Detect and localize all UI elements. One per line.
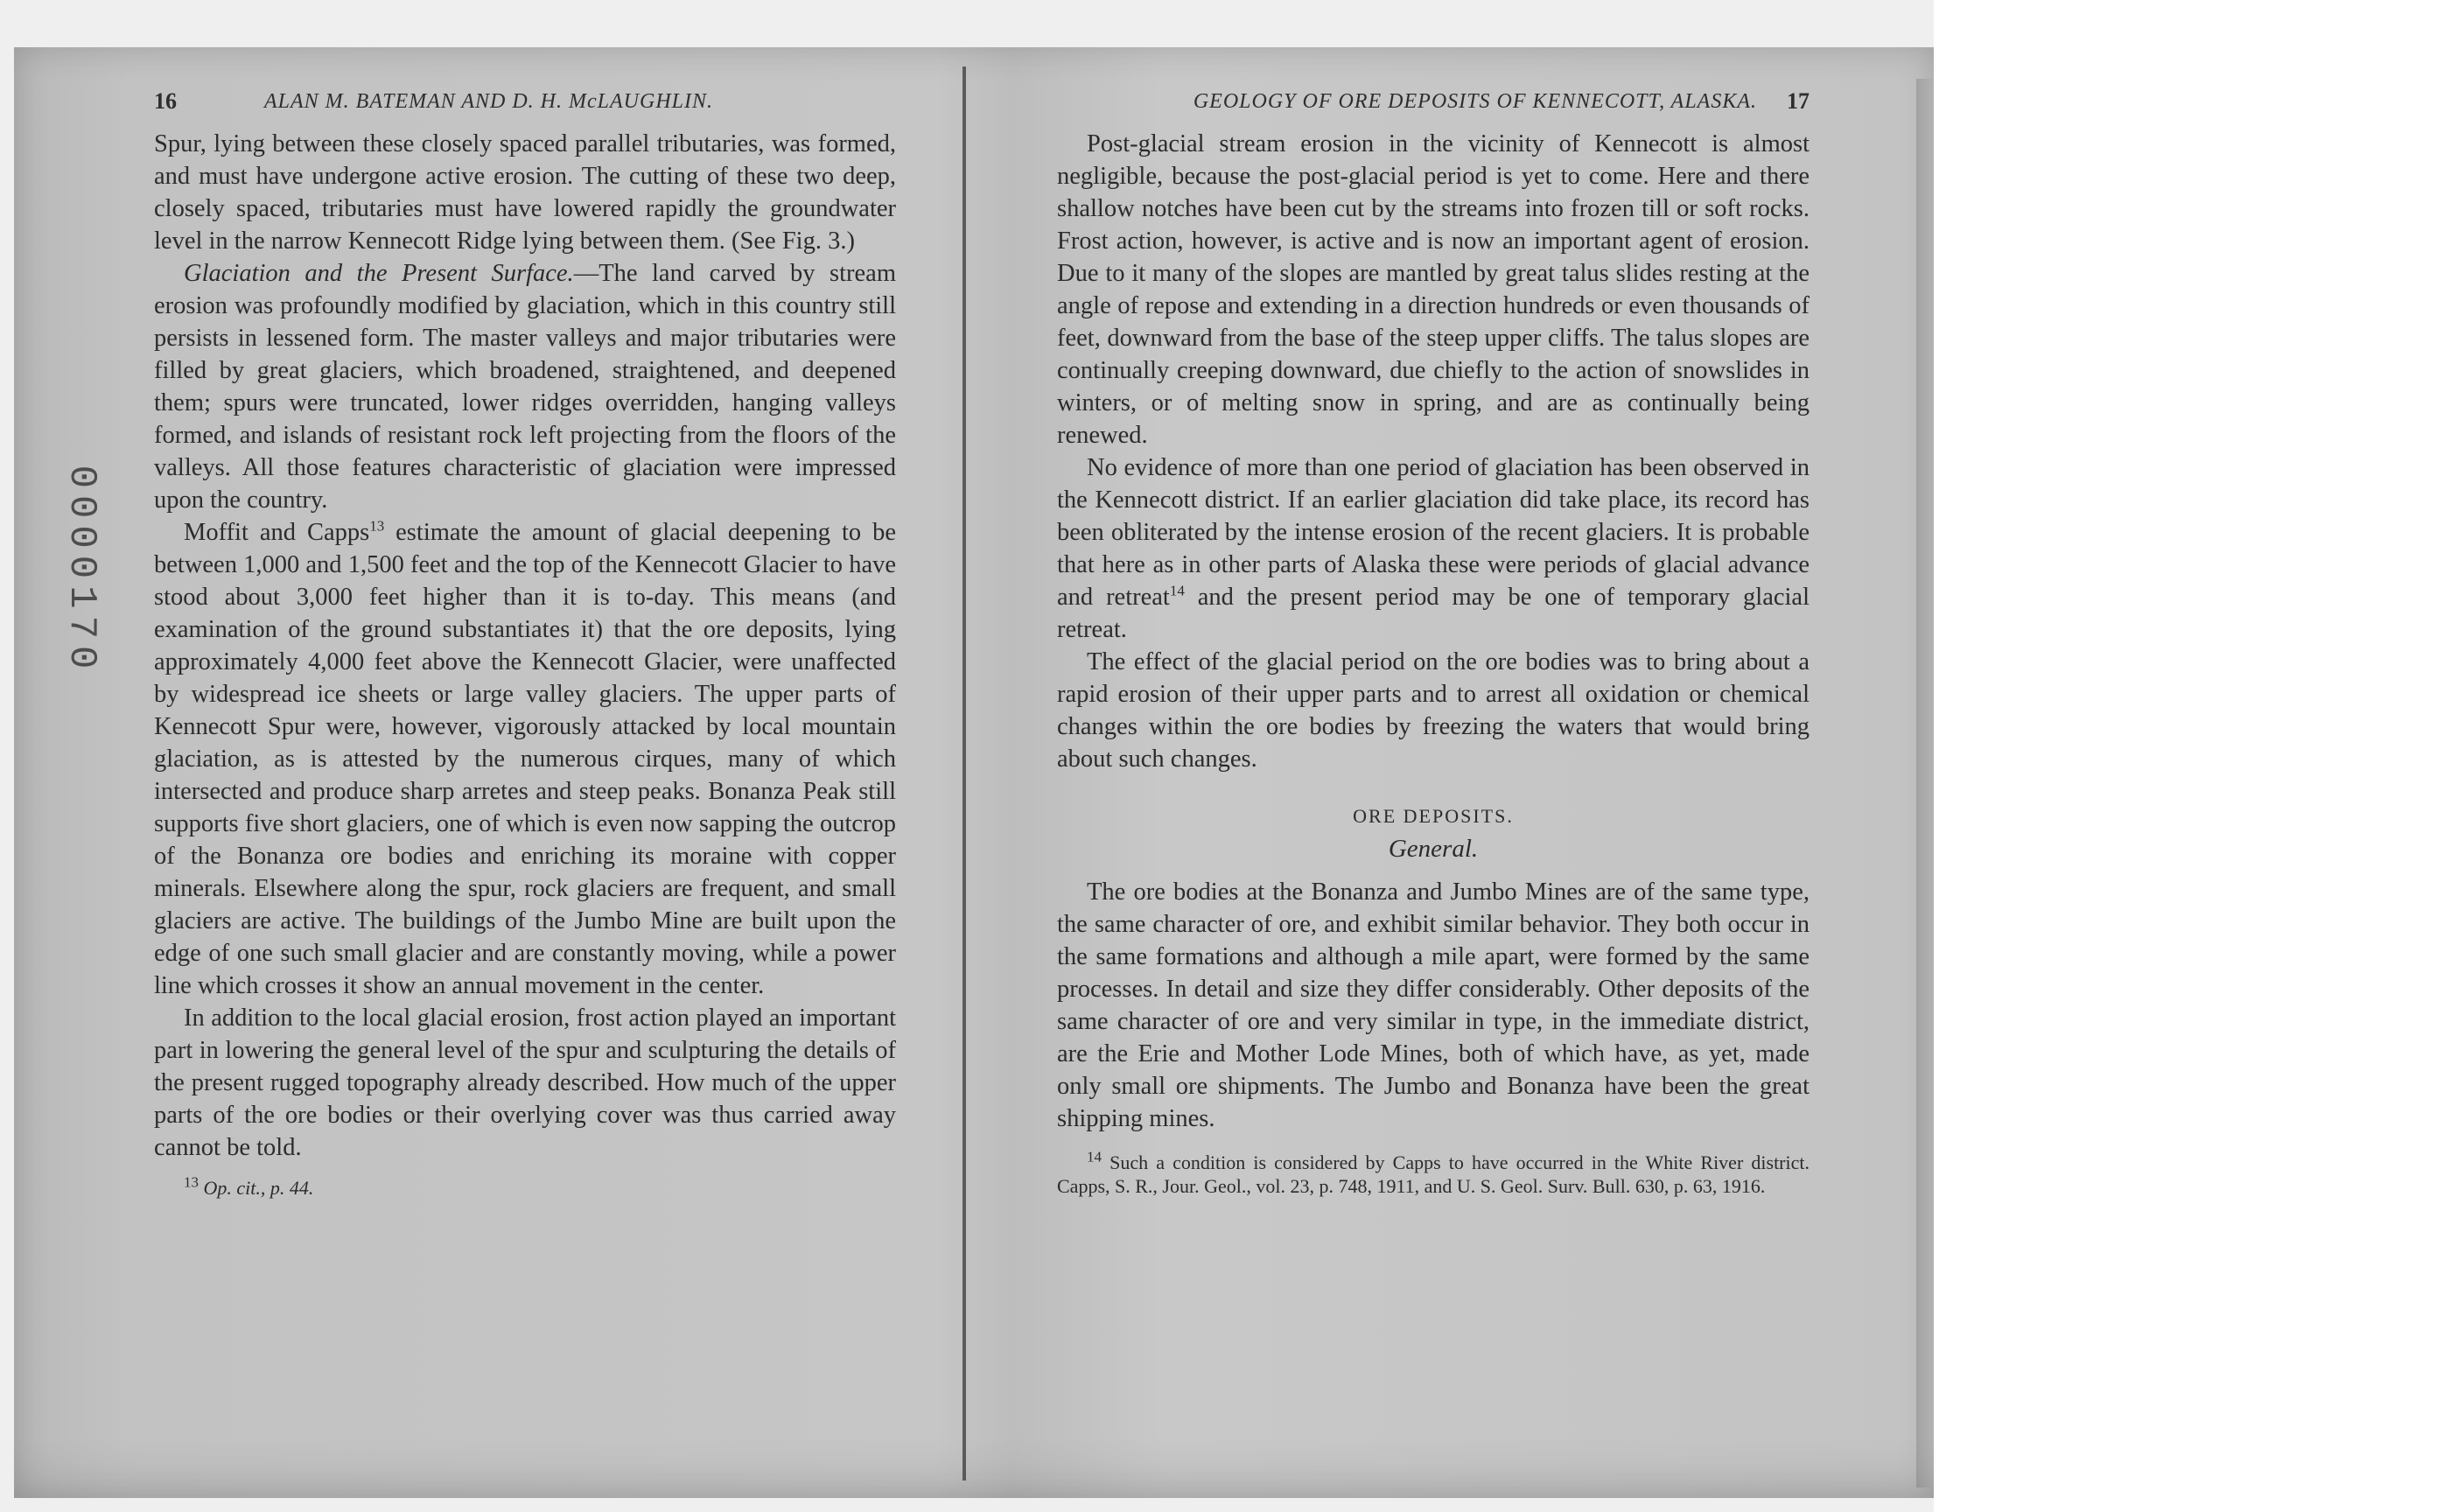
archive-stamp: [51, 448, 112, 693]
footnote-mark-14: 14: [1087, 1148, 1102, 1166]
left-running-title: ALAN M. BATEMAN AND D. H. McLAUGHLIN.: [264, 90, 713, 113]
right-footnote: [1057, 1148, 1810, 1198]
left-footnote-text: Op. cit., p. 44.: [199, 1177, 314, 1199]
left-footnote: [154, 1173, 896, 1200]
left-paragraph-1: Spur, lying between these closely spaced parallel tributaries, was formed, and must have undergone active erosion. The cutting of these two deep, closely spaced, tributaries must have lowered rapidly the groundwater level in the narrow Kennecott Ridge lying between them. (See Fig. 3.): [154, 130, 896, 255]
footnote-ref-14: 14: [1169, 582, 1185, 599]
section-subtitle: General.: [1388, 835, 1479, 863]
right-paragraph-3: The effect of the glacial period on the ore bodies was to bring about a rapid erosion of their upper parts and to arrest all oxidation or chemical changes within the ore bodies by freezing the waters that would bring about such changes.: [1057, 648, 1810, 773]
left-page: [154, 84, 896, 1200]
page-edge-shadow: [1916, 79, 1934, 1488]
right-paragraph-2-start: No evidence of more than one period of glaciation has been observed in the Kennecott district. If an earlier glaciation did take place, its record has been obliterated by the intense erosion of the recent glaciers. It is probable that here as in other parts of Alaska these were periods of glacial advance and retreat: [1057, 454, 1810, 611]
left-paragraph-3-body: estimate the amount of glacial deepening to be between 1,000 and 1,500 feet and the top of the Kennecott Glacier to have stood about 3,000 feet higher than it is to-day. This means (and examination of the ground substantiates it) that the ore deposits, lying approximately 4,000 feet above the Kennecott Glacier, were unaffected by widespread ice sheets or large valley glaciers. The upper parts of Kennecott Spur were, however, vigorously attacked by local mountain glaciation, as is attested by the numerous cirques, many of which intersected and produce sharp arretes and steep peaks. Bonanza Peak still supports five short glaciers, one of which is even now sapping the outcrop of the Bonanza ore bodies and enriching its moraine with copper minerals. Elsewhere along the spur, rock glaciers are frequent, and small glaciers are active. The buildings of the Jumbo Mine are built upon the edge of one such small glacier and are constantly moving, while a power line which crosses it show an annual movement in the center.: [154, 519, 896, 999]
right-running-head: [1057, 84, 1810, 119]
left-running-head: [154, 84, 896, 119]
left-page-number: 16: [154, 88, 177, 114]
left-paragraph-2: [154, 257, 896, 516]
right-running-title: GEOLOGY OF ORE DEPOSITS OF KENNECOTT, ALASKA.: [1193, 90, 1757, 113]
footnote-ref-13: 13: [369, 517, 385, 535]
right-paragraph-1: Post-glacial stream erosion in the vicinity of Kennecott is almost negligible, because the post-glacial period is yet to come. Here and there shallow notches have been cut by the streams into frozen till or soft rocks. Frost action, however, is active and is now an important agent of erosion. Due to it many of the slopes are mantled by great talus slides resting at the angle of repose and extending in a direction hundreds or even thousands of feet, downward from the base of the steep upper cliffs. The talus slopes are continually creeping downward, due chiefly to the action of snowslides in winters, or of melting snow in spring, and are as continually being renewed.: [1057, 130, 1810, 449]
right-paragraph-2-end: and the present period may be one of temporary glacial retreat.: [1057, 584, 1810, 643]
archive-stamp-number: 0000170: [60, 465, 103, 676]
page-gutter: [962, 66, 966, 1480]
footnote-mark-13: 13: [184, 1173, 199, 1191]
right-paragraph-4: The ore bodies at the Bonanza and Jumbo Mines are of the same type, the same character of ore, and exhibit similar behavior. They both occur in the same formations and although a mile apart, were formed by the same processes. In detail and size they differ considerably. Other deposits of the same character of ore and very similar in type, in the immediate district, are the Erie and Mother Lode Mines, both of which have, as yet, made only small ore shipments. The Jumbo and Bonanza have been the great shipping mines.: [1057, 878, 1810, 1132]
right-paragraph-2: [1057, 452, 1810, 646]
left-paragraph-3: [154, 516, 896, 1002]
section-sidehead-glaciation: Glaciation and the Present Surface.: [184, 260, 574, 287]
left-paragraph-2-body: —The land carved by stream erosion was profoundly modified by glaciation, which in this country still persists in lessened form. The master valleys and major tributaries were filled by great glaciers, which broadened, straightened, and deepened them; spurs were truncated, lower ridges overridden, hanging valleys formed, and islands of resistant rock left projecting from the floors of the valleys. All those features characteristic of glaciation were impressed upon the country.: [154, 260, 896, 514]
right-page: [1057, 84, 1810, 1198]
right-footnote-text: Such a condition is considered by Capps to have occurred in the White River district. Capps, S. R., Jour. Geol., vol. 23, p. 748, 1911, and U. S. Geol. Surv. Bull. 630, p. 63, 1916.: [1057, 1152, 1810, 1197]
left-paragraph-3-start: Moffit and Capps: [184, 519, 370, 546]
right-page-number: 17: [1787, 88, 1810, 114]
left-paragraph-4: In addition to the local glacial erosion, frost action played an important part in lowering the general level of the spur and sculpturing the details of the present rugged topography already described. How much of the upper parts of the ore bodies or their overlying cover was thus carried away cannot be told.: [154, 1004, 896, 1161]
section-title: ORE DEPOSITS.: [1353, 805, 1514, 827]
